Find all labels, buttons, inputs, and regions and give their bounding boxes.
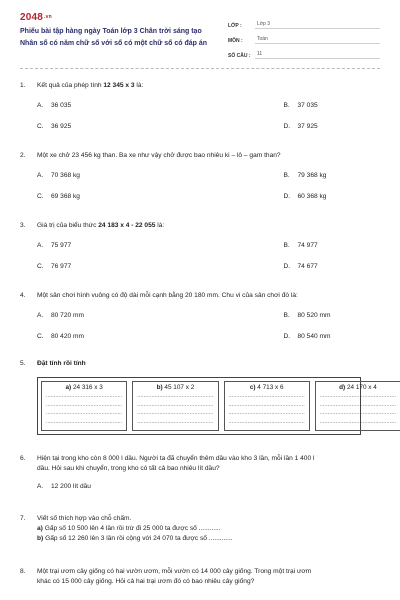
meta-class-row: [228, 14, 380, 29]
worksheet-subtitle: Nhân số có năm chữ số với số có một chữ số có đáp án: [20, 40, 208, 47]
meta-count-value: 11: [255, 51, 380, 59]
calc-cell-d[interactable]: [315, 381, 400, 431]
option-c[interactable]: C. 69 368 kg: [37, 193, 80, 200]
answer-line[interactable]: ................................................: [228, 418, 305, 425]
meta-count-label: SỐ CÂU :: [228, 53, 251, 59]
question-number: 5.: [20, 360, 26, 367]
answer-options: [37, 242, 380, 271]
question-2: [20, 151, 380, 201]
question-text: Đặt tính rồi tính: [37, 360, 86, 367]
calc-expression: b) 45 107 x 2: [156, 384, 195, 391]
meta-subject-label: MÔN :: [228, 38, 243, 44]
option-c[interactable]: C. 80 420 mm: [37, 333, 84, 340]
calc-cell-a[interactable]: [41, 381, 127, 431]
answer-line[interactable]: ................................................: [46, 418, 123, 425]
worksheet-title: Phiếu bài tập hàng ngày Toán lớp 3 Chân trời sáng tạo: [20, 28, 202, 35]
question-1: [20, 81, 380, 131]
question-number: 1.: [20, 82, 26, 89]
meta-subject-value: Toán: [255, 36, 380, 44]
meta-count-row: [228, 44, 380, 59]
option-b[interactable]: B. 74 977: [283, 242, 318, 249]
question-number: 4.: [20, 292, 26, 299]
question-5: [20, 359, 380, 369]
answer-line[interactable]: ................................................: [137, 410, 214, 416]
answer-line[interactable]: ................................................: [228, 401, 305, 408]
question-7: [20, 514, 380, 544]
question-number: 3.: [20, 222, 26, 229]
question-text-line-2: dầu. Hỏi sau khi chuyển, trong kho có tất cả bao nhiêu lít dầu?: [37, 465, 220, 472]
answer-line[interactable]: ................................................: [319, 418, 397, 425]
site-logo[interactable]: [20, 12, 52, 23]
option-b[interactable]: B. 79 368 kg: [283, 172, 327, 179]
sub-question-a: a) Gấp số 10 500 lên 4 lần rồi trừ đi 25 000 ta được số ............: [37, 525, 221, 532]
option-b[interactable]: B. 37 035: [283, 102, 318, 109]
answer-line[interactable]: ................................................: [319, 410, 397, 416]
calc-expression: a) 24 316 x 3: [65, 384, 103, 391]
calc-cell-c[interactable]: [224, 381, 310, 431]
answer-line[interactable]: ................................................: [137, 401, 214, 408]
option-d[interactable]: D. 37 925: [283, 123, 318, 130]
calc-expression: c) 4 713 x 6: [249, 384, 284, 391]
option-b[interactable]: B. 80 520 mm: [283, 312, 331, 319]
answer-line[interactable]: ................................................: [319, 401, 397, 408]
option-c[interactable]: C. 76 977: [37, 263, 72, 270]
answer-options: [37, 102, 380, 131]
question-text: Viết số thích hợp vào chỗ chấm.: [37, 515, 132, 522]
question-number: 7.: [20, 515, 26, 522]
meta-class-value: Lớp 3: [255, 21, 380, 29]
question-text: Một sân chơi hình vuông có độ dài mỗi cạnh bằng 20 180 mm. Chu vi của sân chơi đó là:: [37, 292, 298, 299]
worksheet-meta: [228, 14, 380, 59]
answer-options: [37, 172, 380, 201]
question-number: 8.: [20, 568, 26, 575]
question-text: Một xe chở 23 456 kg than. Ba xe như vậy chở được bao nhiêu ki – lô – gam than?: [37, 152, 281, 159]
sub-question-b: b) Gấp số 12 260 lên 3 lần rồi cộng với 24 070 ta được số .............: [37, 535, 233, 542]
option-c[interactable]: C. 36 925: [37, 123, 72, 130]
option-d[interactable]: D. 80 540 mm: [283, 333, 331, 340]
meta-subject-row: [228, 29, 380, 44]
logo-text: 2048: [20, 12, 44, 23]
question-6: [20, 454, 380, 491]
answer-line[interactable]: ................................................: [46, 393, 123, 399]
question-text-line-1: Một trại ươm cây giống có hai vườn ươm, mỗi vườn có 14 000 cây giống. Trong một trại ươm: [37, 568, 312, 575]
option-a[interactable]: A. 80 720 mm: [37, 312, 84, 319]
answer-options: [37, 312, 380, 341]
option-d[interactable]: D. 74 677: [283, 263, 318, 270]
answer-option-a[interactable]: A. 12 200 lít dầu: [37, 483, 91, 490]
question-text: Kết quả của phép tính 12 345 x 3 là:: [37, 82, 144, 89]
answer-line[interactable]: ................................................: [228, 410, 305, 416]
question-text: Giá trị của biểu thức 24 183 x 4 - 22 055 là:: [37, 222, 165, 229]
answer-line[interactable]: ................................................: [319, 393, 397, 399]
meta-class-label: LỚP :: [228, 23, 242, 29]
answer-line[interactable]: ................................................: [137, 393, 214, 399]
answer-line[interactable]: ................................................: [46, 410, 123, 416]
question-4: [20, 291, 380, 341]
answer-line[interactable]: ................................................: [137, 418, 214, 425]
calc-expression: d) 24 170 x 4: [339, 384, 377, 391]
question-3: [20, 221, 380, 271]
question-number: 6.: [20, 455, 26, 462]
option-a[interactable]: A. 36 035: [37, 102, 72, 109]
answer-line[interactable]: ................................................: [46, 401, 123, 408]
question-number: 2.: [20, 152, 26, 159]
option-a[interactable]: A. 70 368 kg: [37, 172, 80, 179]
calculation-table: [37, 377, 397, 435]
option-a[interactable]: A. 75 977: [37, 242, 72, 249]
question-text-line-2: khác có 15 000 cây giống. Hỏi cả hai trại ươm đó có bao nhiêu cây giống?: [37, 578, 255, 585]
answer-line[interactable]: ................................................: [228, 393, 305, 399]
question-text-line-1: Hiện tại trong kho còn 8 000 l dầu. Người ta đã chuyển thêm dầu vào kho 3 lần, mỗi lần 1 400 l: [37, 455, 315, 462]
question-8: [20, 567, 380, 587]
calc-cell-b[interactable]: [132, 381, 218, 431]
logo-suffix: .vn: [44, 14, 52, 20]
option-d[interactable]: D. 60 368 kg: [283, 193, 327, 200]
header-divider: [20, 68, 380, 69]
